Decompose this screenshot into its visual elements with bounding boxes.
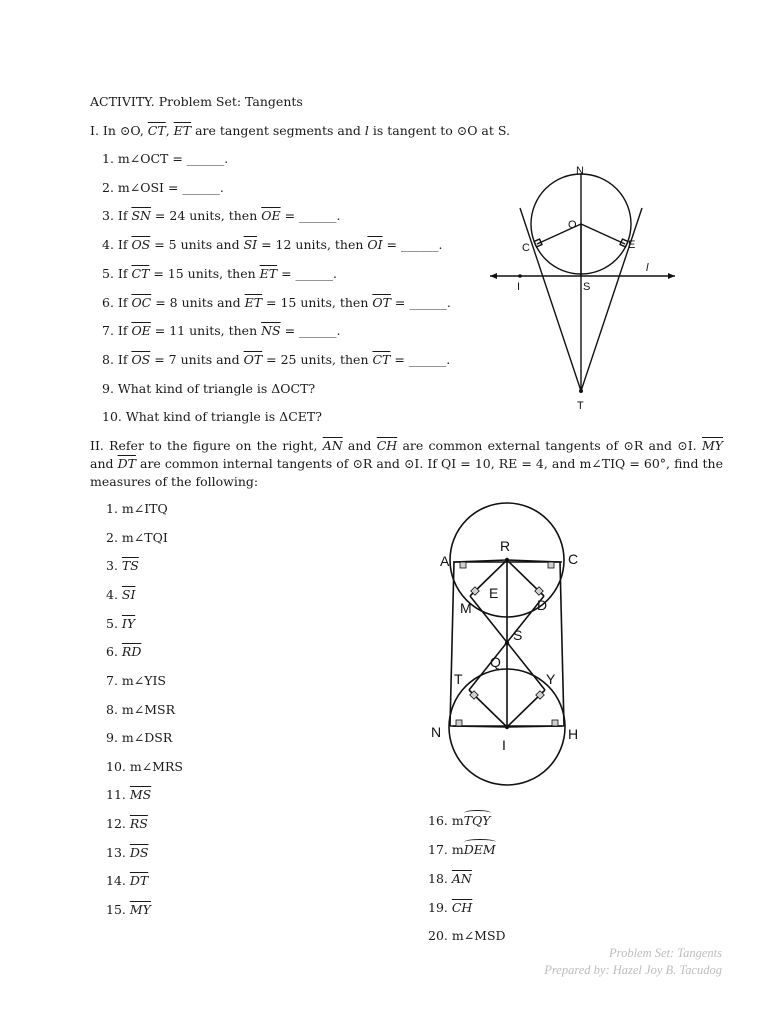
segment: $\overline{ET}$ (259, 266, 278, 281)
segment: $\overline{OT}$ (372, 295, 391, 310)
tangent-et (581, 208, 642, 391)
label-a: A (440, 553, 450, 569)
item-number: 7. (106, 673, 122, 688)
label-n: N (576, 165, 584, 177)
tangent-figure-2 (420, 502, 595, 802)
part2-item-20 (428, 928, 506, 944)
item-number: 14. (106, 873, 130, 888)
segment-ct: $\overline{CT}$ (147, 123, 166, 138)
part2-item-9 (106, 730, 172, 746)
label-d: D (537, 597, 548, 613)
tangent-ct (520, 208, 581, 391)
item-number: 8. (106, 702, 122, 717)
label-n: N (431, 724, 442, 740)
label-c: C (568, 551, 579, 567)
text: = 12 units, then (257, 237, 368, 252)
item-number: 16. m (428, 813, 464, 828)
part2-item-4 (106, 587, 135, 603)
text: = ______. (390, 352, 451, 367)
part2-item-11 (106, 787, 151, 803)
item-number: 6. (106, 644, 122, 659)
item-segment: $\overline{SI}$ (121, 587, 136, 602)
segment: $\overline{OI}$ (367, 237, 383, 252)
item-number: 2. (106, 530, 122, 545)
text: are common external tangents of ⊙R and ⊙I. (397, 438, 702, 453)
point-s (505, 641, 509, 645)
text: II. Refer to the figure on the right, (90, 438, 323, 453)
item-segment: $\overline{MS}$ (129, 787, 152, 802)
label-q: Q (490, 654, 501, 670)
item-segment: $\overline{RS}$ (129, 816, 148, 831)
part2-item-16 (428, 813, 491, 829)
right-angle-mark-n (456, 720, 462, 726)
segment: $\overline{OS}$ (131, 352, 151, 367)
item-number: 1. (106, 501, 122, 516)
text: = 11 units, then (150, 323, 262, 338)
part1-intro-b: are tangent segments and (191, 123, 365, 138)
text: = ______. (390, 295, 451, 310)
label-s: S (583, 281, 591, 293)
text: 3. If (102, 208, 132, 223)
text: and (342, 438, 377, 453)
segment: $\overline{CT}$ (131, 266, 150, 281)
item-text: m∠DSR (121, 730, 173, 745)
text: = 7 units and (150, 352, 244, 367)
point-i (505, 725, 509, 729)
segment: $\overline{ET}$ (244, 295, 263, 310)
part2-item-6 (106, 644, 141, 660)
item-segment: $\overline{CH}$ (451, 900, 473, 915)
item-number: 15. (106, 902, 130, 917)
text: = ______. (382, 237, 443, 252)
text: 5. If (102, 266, 132, 281)
label-i: I (517, 281, 521, 293)
item-number: 3. (106, 558, 122, 573)
text: = 8 units and (151, 295, 245, 310)
item-text: m∠YIS (121, 673, 166, 688)
item-number: 10. (106, 759, 130, 774)
item-number: 20. (428, 928, 452, 943)
text: = ______. (280, 208, 341, 223)
footer-author: Prepared by: Hazel Joy B. Tacudog (544, 963, 722, 977)
item-number: 19. (428, 900, 452, 915)
item-segment: $\overline{DT}$ (129, 873, 149, 888)
part1-question-5 (102, 266, 337, 282)
point-t (579, 389, 583, 393)
part2-item-14 (106, 873, 148, 889)
part2-item-18 (428, 871, 472, 887)
tangent-figure-1 (480, 158, 680, 413)
item-text: m∠MSR (121, 702, 176, 717)
segment: $\overline{SN}$ (131, 208, 151, 223)
segment: $\overline{OT}$ (243, 352, 263, 367)
arrow-left-icon (490, 273, 497, 279)
label-t: T (577, 400, 584, 412)
item-segment: $\overline{AN}$ (451, 871, 472, 886)
text: 8. If (102, 352, 132, 367)
text: = 24 units, then (150, 208, 262, 223)
text: 4. If (102, 237, 132, 252)
label-y: Y (546, 671, 556, 687)
part2-item-15 (106, 902, 151, 918)
segment-an: $\overline{AN}$ (322, 438, 343, 453)
part1-question-4 (102, 237, 442, 253)
label-t: T (454, 671, 463, 687)
part1-question-6 (102, 295, 451, 311)
radius-oe (581, 224, 625, 244)
footer-title: Problem Set: Tangents (609, 946, 722, 960)
item-text: m∠TQI (121, 530, 168, 545)
label-o: O (568, 219, 577, 231)
text: = 25 units, then (262, 352, 373, 367)
item-text: m∠MSD (451, 928, 506, 943)
item-segment: $\overline{IY}$ (121, 616, 136, 631)
part2-item-7 (106, 673, 166, 689)
part1-question-9: 9. What kind of triangle is ΔOCT? (102, 381, 316, 396)
part2-item-5 (106, 616, 135, 632)
part1-question-10: 10. What kind of triangle is ΔCET? (102, 409, 322, 424)
part2-item-17 (428, 842, 496, 858)
part2-instructions (90, 437, 723, 491)
part2-item-2 (106, 530, 168, 546)
page-title: ACTIVITY. Problem Set: Tangents (90, 94, 303, 109)
text: 6. If (102, 295, 132, 310)
part1-question-1: 1. m∠OCT = ______. (102, 151, 229, 166)
tangent-an (450, 562, 454, 726)
text: = 15 units, then (262, 295, 373, 310)
part1-intro (90, 123, 510, 139)
text: = ______. (277, 266, 337, 281)
item-number: 9. (106, 730, 122, 745)
item-text: m∠ITQ (121, 501, 168, 516)
item-number: 5. (106, 616, 122, 631)
segment: $\overline{OE}$ (261, 208, 281, 223)
segment-dt: $\overline{DT}$ (117, 456, 136, 471)
item-arc: DEM (463, 842, 496, 857)
segment: $\overline{OE}$ (131, 323, 151, 338)
tangent-line-l: l (364, 123, 369, 138)
label-r: R (500, 538, 511, 554)
item-segment: $\overline{RD}$ (121, 644, 142, 659)
label-s: S (513, 627, 523, 643)
comma: , (165, 123, 174, 138)
segment-ch: $\overline{CH}$ (376, 438, 398, 453)
segment: $\overline{SI}$ (243, 237, 258, 252)
part1-question-3 (102, 208, 341, 224)
part2-item-19 (428, 900, 472, 916)
point-i (518, 274, 522, 278)
part1-intro-a: I. In ⊙O, (90, 123, 148, 138)
label-c: C (522, 242, 530, 254)
part2-item-10 (106, 759, 183, 775)
label-e: E (628, 239, 636, 251)
arrow-right-icon (668, 273, 675, 279)
point-r (505, 558, 509, 562)
part1-question-8 (102, 352, 450, 368)
text: = ______. (280, 323, 341, 338)
text: = 5 units and (150, 237, 244, 252)
item-number: 4. (106, 587, 122, 602)
part2-item-3 (106, 558, 139, 574)
segment: $\overline{CT}$ (372, 352, 391, 367)
label-e: E (489, 585, 499, 601)
tangent-ch (560, 562, 564, 726)
segment: $\overline{NS}$ (261, 323, 281, 338)
label-i: I (502, 737, 506, 753)
right-angle-mark-a (460, 562, 466, 568)
text: and (90, 456, 118, 471)
item-arc: TQY (463, 813, 491, 828)
text: are common internal tangents of ⊙R and ⊙I. If QI = 10, RE = 4, and m∠TIQ = 60°, find the measures of the following: (90, 456, 724, 489)
item-number: 13. (106, 845, 130, 860)
item-segment: $\overline{DS}$ (129, 845, 149, 860)
part1-question-2: 2. m∠OSI = ______. (102, 180, 224, 195)
label-h: H (568, 726, 579, 742)
part2-item-12 (106, 816, 148, 832)
part2-item-13 (106, 845, 148, 861)
segment-my: $\overline{MY}$ (701, 438, 723, 453)
item-number: 11. (106, 787, 130, 802)
item-number: 17. m (428, 842, 464, 857)
item-segment: $\overline{TS}$ (121, 558, 139, 573)
item-number: 12. (106, 816, 130, 831)
part1-intro-c: is tangent to ⊙O at S. (368, 123, 510, 138)
right-angle-mark-c (548, 562, 554, 568)
segment-et: $\overline{ET}$ (173, 123, 192, 138)
part1-question-7 (102, 323, 341, 339)
text: = 15 units, then (149, 266, 260, 281)
segment: $\overline{OS}$ (131, 237, 151, 252)
item-segment: $\overline{MY}$ (129, 902, 151, 917)
segment: $\overline{OC}$ (131, 295, 152, 310)
text: 7. If (102, 323, 132, 338)
right-angle-mark-h (552, 720, 558, 726)
item-number: 18. (428, 871, 452, 886)
part2-item-8 (106, 702, 175, 718)
label-m: M (460, 600, 472, 616)
part2-item-1 (106, 501, 168, 517)
item-text: m∠MRS (129, 759, 183, 774)
label-l: l (646, 262, 649, 274)
